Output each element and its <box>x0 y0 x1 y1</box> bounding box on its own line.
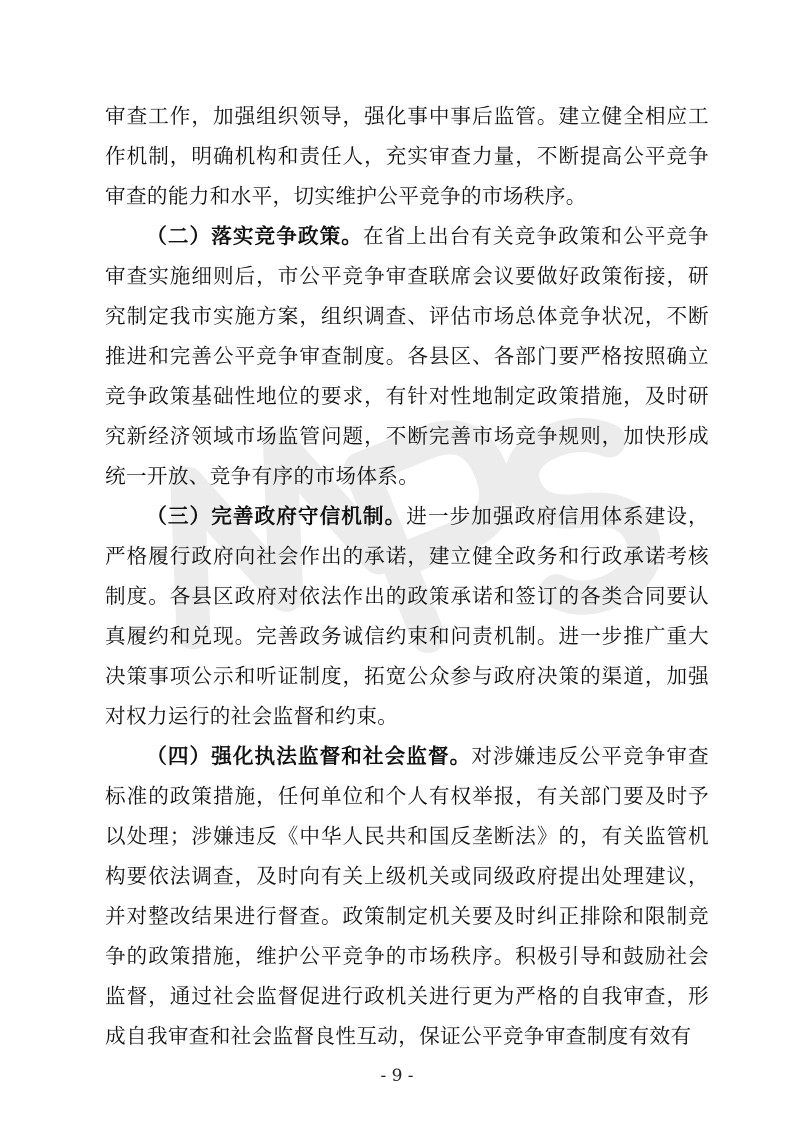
paragraph-4-body: 对涉嫌违反公平竞争审查标准的政策措施，任何单位和个人有权举报，有关部门要及时予以处理；涉嫌违反《中华人民共和国反垄断法》的，有关监管机构要依法调查，及时向有关上级机关或同级政府提出处理建议，并对整改结果进行督查。政策制定机关要及时纠正排除和限制竞争的政策措施，维护公平竞争的市场秩序。积极引导和鼓励社会监督，通过社会监督促进行政机关进行更为严格的自我审查，形成自我审查和社会监督良性互动，保证公平竞争审查制度有效有 <box>105 744 709 1048</box>
paragraph-2 <box>105 216 709 496</box>
section-heading-3: （三）完善政府守信机制。 <box>146 504 407 528</box>
paragraph-3 <box>105 496 709 736</box>
paragraph-2-body: 在省上出台有关竞争政策和公平竞争审查实施细则后，市公平竞争审查联席会议要做好政策衔接，研究制定我市实施方案，组织调查、评估市场总体竞争状况，不断推进和完善公平竞争审查制度。各县区、各部门要严格按照确立竞争政策基础性地位的要求，有针对性地制定政策措施，及时研究新经济领域市场监管问题，不断完善市场竞争规则，加快形成统一开放、竞争有序的市场体系。 <box>105 224 709 488</box>
page-number: - 9 - <box>380 1066 414 1086</box>
section-heading-4: （四）强化执法监督和社会监督。 <box>146 744 472 768</box>
paragraph-4 <box>105 736 709 1056</box>
section-heading-2: （二）落实竞争政策。 <box>146 224 363 248</box>
paragraph-3-body: 进一步加强政府信用体系建设，严格履行政府向社会作出的承诺，建立健全政务和行政承诺考核制度。各县区政府对依法作出的政策承诺和签订的各类合同要认真履约和兑现。完善政务诚信约束和问责机制。进一步推广重大决策事项公示和听证制度，拓宽公众参与政府决策的渠道，加强对权力运行的社会监督和约束。 <box>105 504 709 728</box>
document-body <box>105 96 709 1056</box>
paragraph-1-body: 审查工作，加强组织领导，强化事中事后监管。建立健全相应工作机制，明确机构和责任人，充实审查力量，不断提高公平竞争审查的能力和水平，切实维护公平竞争的市场秩序。 <box>105 104 709 208</box>
paragraph-1 <box>105 96 709 216</box>
